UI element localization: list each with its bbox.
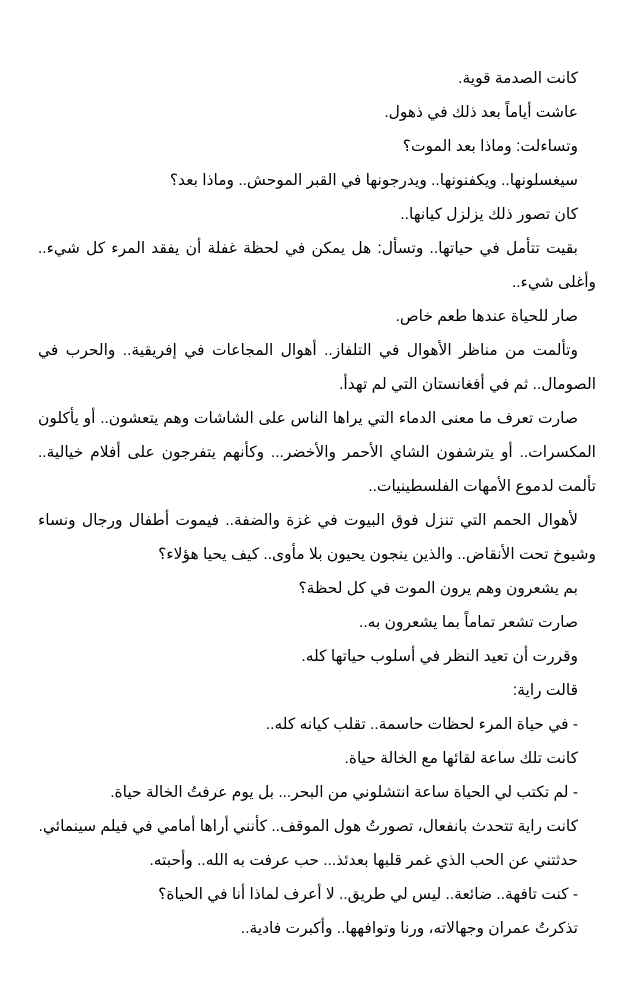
- paragraph: صارت تشعر تماماً بما يشعرون به..: [359, 614, 578, 631]
- paragraph: كانت تلك ساعة لقائها مع الخالة حياة.: [344, 750, 578, 767]
- body-text: [38, 0, 596, 946]
- paragraph: - كنت تافهة.. ضائعة.. ليس لي طريق.. لا أعرف لماذا أنا في الحياة؟: [158, 886, 578, 903]
- paragraph: بقيت تتأمل في حياتها.. وتسأل: هل يمكن في لحظة غفلة أن يفقد المرء كل شيء.. وأغلى شيء..: [38, 240, 596, 291]
- paragraph: - في حياة المرء لحظات حاسمة.. تقلب كيانه كله..: [265, 716, 578, 733]
- paragraph: سيغسلونها.. ويكفنونها.. ويدرجونها في القبر الموحش.. وماذا بعد؟: [169, 172, 578, 189]
- paragraph: حدثتني عن الحب الذي غمر قلبها بعدئذ... حب عرفت به الله.. وأحبته.: [149, 852, 578, 869]
- paragraph: تذكرتُ عمران وجهالاته، ورنا وتوافهها.. وأكبرت فادية..: [240, 920, 578, 937]
- paragraph: - لم تكتب لي الحياة ساعة انتشلوني من البحر... بل يوم عرفتُ الخالة حياة.: [110, 784, 578, 801]
- paragraph: كانت راية تتحدث بانفعال، تصورتُ هول الموقف.. كأنني أراها أمامي في فيلم سينمائي.: [38, 818, 578, 835]
- paragraph: وقررت أن تعيد النظر في أسلوب حياتها كله.: [301, 648, 578, 665]
- paragraph: كانت الصدمة قوية.: [458, 70, 578, 87]
- paragraph: صارت تعرف ما معنى الدماء التي يراها الناس على الشاشات وهم يتعشون.. أو يأكلون المكسرات.. أو يترشفون الشاي الأحمر والأخضر... وكأنهم يتفرجون على أفلام خيالية.. تألمت لدموع الأمهات الفلسطينيات..: [38, 410, 596, 495]
- paragraph: لأهوال الحمم التي تنزل فوق البيوت في غزة والضفة.. فيموت أطفال ورجال ونساء وشيوخ تحت الأنقاض.. والذين ينجون يحيون بلا مأوى.. كيف يحيا هؤلاء؟: [38, 512, 596, 563]
- paragraph: وتساءلت: وماذا بعد الموت؟: [402, 138, 578, 155]
- paragraph: بم يشعرون وهم يرون الموت في كل لحظة؟: [298, 580, 578, 597]
- paragraph: كان تصور ذلك يزلزل كيانها..: [400, 206, 578, 223]
- paragraph: صار للحياة عندها طعم خاص.: [395, 308, 578, 325]
- paragraph: قالت راية:: [512, 682, 578, 699]
- paragraph: وتألمت من مناظر الأهوال في التلفاز.. أهوال المجاعات في إفريقية.. والحرب في الصومال.. ثم في أفغانستان التي لم تهدأ.: [38, 342, 596, 393]
- paragraph: عاشت أياماً بعد ذلك في ذهول.: [384, 104, 578, 121]
